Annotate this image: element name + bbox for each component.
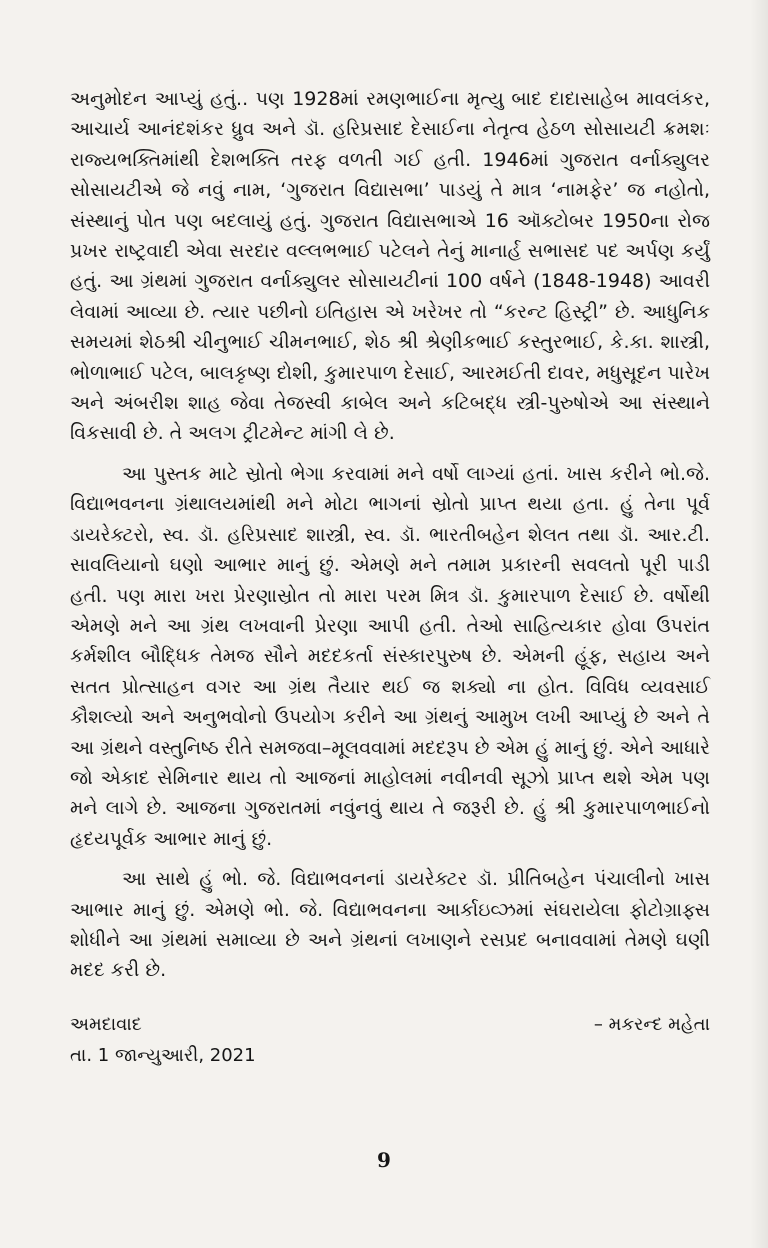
paragraph-1: અનુમોદન આપ્યું હતું.. પણ 1928માં રમણભાઈના મૃત્યુ બાદ દાદાસાહેબ માવલંકર, આચાર્ય આનંદશંકર ધ્રુવ અને ડૉ. હરિપ્રસાદ દેસાઈના નેતૃત્વ હેઠળ સોસાયટી ક્રમશઃ રાજ્યભક્તિમાંથી દેશભક્તિ તરફ વળતી ગઈ હતી. 1946માં ગુજરાત વર્નાક્યુલર સોસાયટીએ જે નવું નામ, ‘ગુજરાત વિદ્યાસભા’ પાડયું તે માત્ર ‘નામફેર’ જ નહોતો, સંસ્થાનું પોત પણ બદલાયું હતું. ગુજરાત વિદ્યાસભાએ 16 ઑક્ટોબર 1950ના રોજ પ્રખર રાષ્ટ્રવાદી એવા સરદાર વલ્લભભાઈ પટેલને તેનું માનાર્હ સભાસદ પદ અર્પણ કર્યું હતું. આ ગ્રંથમાં ગુજરાત વર્નાક્યુલર સોસાયટીનાં 100 વર્ષને (1848-1948) આવરી લેવામાં આવ્યા છે. ત્યાર પછીનો ઇતિહાસ એ ખરેખર તો “કરન્ટ હિસ્ટ્રી” છે. આધુનિક સમયમાં શેઠશ્રી ચીનુભાઈ ચીમનભાઈ, શેઠ શ્રી શ્રેણીકભાઈ કસ્તુરભાઈ, કે.કા. શાસ્ત્રી, ભોળાભાઈ પટેલ, બાલકૃષ્ણ દોશી, કુમારપાળ દેસાઈ, આરમઈતી દાવર, મધુસૂદન પારેખ અને અંબરીશ શાહ જેવા તેજસ્વી કાબેલ અને કટિબદ્ધ સ્ત્રી-પુરુષોએ આ સંસ્થાને વિકસાવી છે. તે અલગ ટ્રીટમેન્ટ માંગી લે છે. [70,88,710,445]
author-signature: – મકરન્દ મહેતા [593,1013,710,1035]
page-number: 9 [377,1148,391,1172]
page-edge-shadow [750,0,768,1248]
paragraph-2: આ પુસ્તક માટે સ્રોતો ભેગા કરવામાં મને વર્ષો લાગ્યાં હતાં. ખાસ કરીને ભો.જે. વિદ્યાભવનના ગ્રંથાલયમાંથી મને મોટા ભાગનાં સ્રોતો પ્રાપ્ત થયા હતા. હું તેના પૂર્વ ડાયરેક્ટરો, સ્વ. ડૉ. હરિપ્રસાદ શાસ્ત્રી, સ્વ. ડૉ. ભારતીબહેન શેલત તથા ડૉ. આર.ટી. સાવલિયાનો ઘણો આભાર માનું છું. એમણે મને તમામ પ્રકારની સવલતો પૂરી પાડી હતી. પણ મારા ખરા પ્રેરણાસ્રોત તો મારા પરમ મિત્ર ડૉ. કુમારપાળ દેસાઈ છે. વર્ષોથી એમણે મને આ ગ્રંથ લખવાની પ્રેરણા આપી હતી. તેઓ સાહિત્યકાર હોવા ઉપરાંત કર્મશીલ બૌદ્ધિક તેમજ સૌને મદદકર્તા સંસ્કારપુરુષ છે. એમની હૂંફ, સહાય અને સતત પ્રોત્સાહન વગર આ ગ્રંથ તૈયાર થઈ જ શક્યો ના હોત. વિવિધ વ્યવસાઈ કૌશલ્યો અને અનુભવોનો ઉપયોગ કરીને આ ગ્રંથનું આમુખ લખી આપ્યું છે અને તે આ ગ્રંથને વસ્તુનિષ્ઠ રીતે સમજવા–મૂલવવામાં મદદરૂપ છે એમ હું માનું છું. એને આધારે જો એકાદ સેમિનાર થાય તો આજનાં માહોલમાં નવીનવી સૂઝો પ્રાપ્ત થશે એમ પણ મને લાગે છે. આજના ગુજરાતમાં નવુંનવું થાય તે જરૂરી છે. હું શ્રી કુમારપાળભાઈનો હૃદયપૂર્વક આભાર માનું છું. [70,462,710,850]
paragraph-3: આ સાથે હું ભો. જે. વિદ્યાભવનનાં ડાયરેક્ટર ડૉ. પ્રીતિબહેન પંચાલીનો ખાસ આભાર માનું છું. એમણે ભો. જે. વિદ્યાભવનના આર્કાઇવ્ઝમાં સંઘરાયેલા ફોટોગ્રાફ્સ શોધીને આ ગ્રંથમાં સમાવ્યા છે અને ગ્રંથનાં લખાણને રસપ્રદ બનાવવામાં તેમણે ઘણી મદદ કરી છે. [70,868,710,982]
date-line: તા. 1 જાન્યુઆરી, 2021 [70,1044,256,1066]
signature-row [70,1014,710,1035]
place-label: અમદાવાદ [70,1013,142,1035]
